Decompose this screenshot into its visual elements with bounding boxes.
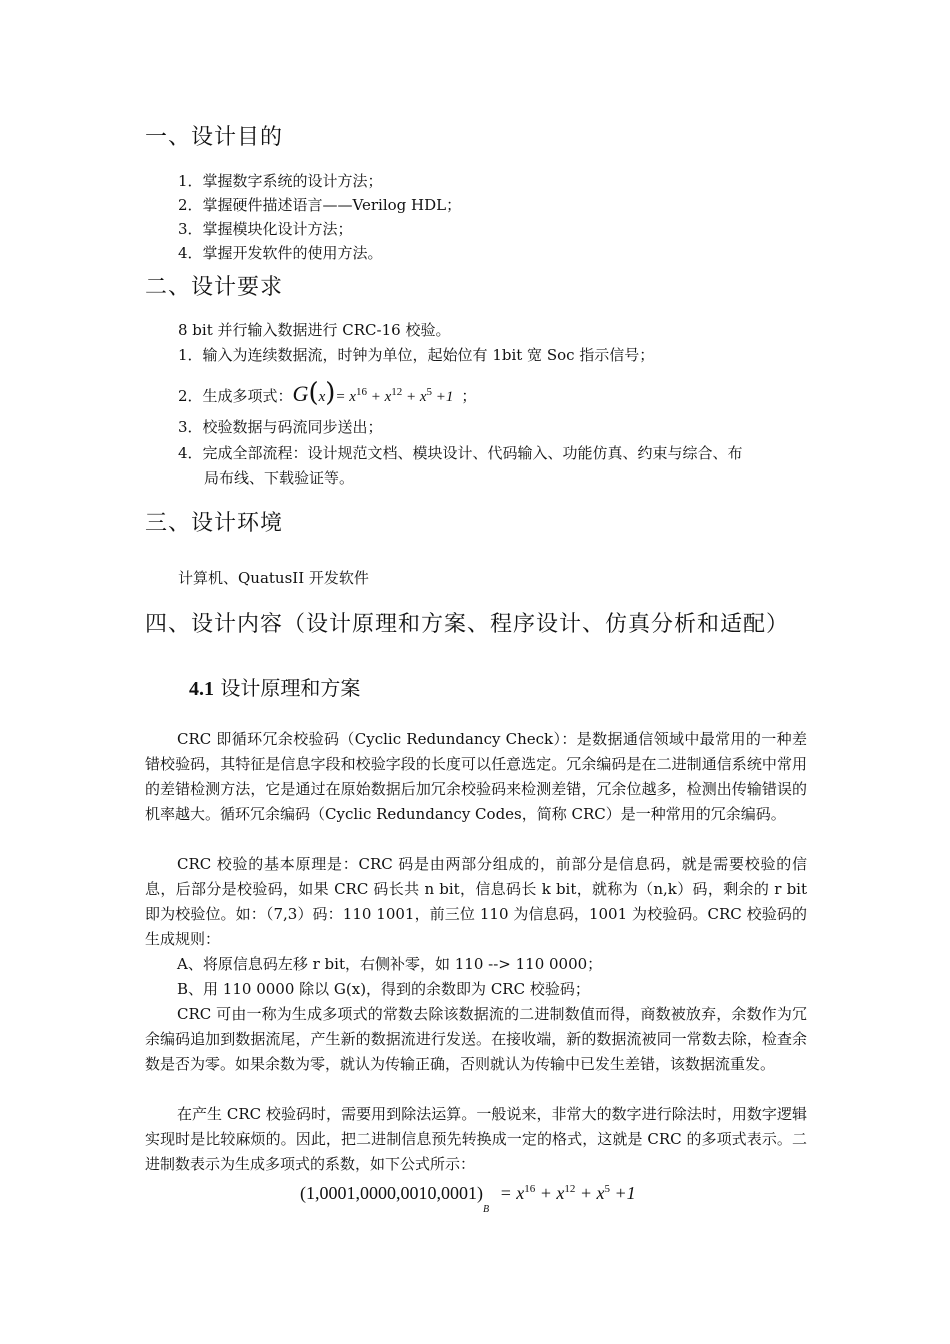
crc-formula: [300, 1183, 636, 1215]
list-item: 1．掌握数字系统的设计方法；: [178, 172, 383, 190]
section-4-heading: 四、设计内容（设计原理和方案、程序设计、仿真分析和适配）: [145, 612, 790, 637]
polynomial-end: ；: [461, 387, 477, 405]
list-item: 2．掌握硬件描述语言——Verilog HDL；: [178, 196, 462, 214]
list-item: 3．掌握模块化设计方法；: [178, 220, 353, 238]
formula-subscript: B: [483, 1203, 490, 1215]
formula-rhs: = $x^{16} + x^{12} + x^5 +1$: [499, 1183, 636, 1203]
paragraph: CRC 可由一称为生成多项式的常数去除该数据流的二进制数值而得，商数被放弃，余数作为冗余编码追加到数据流尾，产生新的数据流进行发送。在接收端，新的数据流被同一常数去除，检查余数是否为零。如果余数为零，就认为传输正确，否则就认为传输中已发生差错，该数据流重发。: [145, 1005, 807, 1073]
section-2-heading: 二、设计要求: [145, 275, 284, 300]
list-item-continued: 局布线、下载验证等。: [204, 469, 355, 487]
polynomial-x: x: [318, 389, 326, 405]
polynomial-label: 2．生成多项式：: [178, 387, 293, 405]
subsection-number: 4.1: [189, 678, 214, 700]
paragraph: B、用 110 0000 除以 G(x)，得到的余数即为 CRC 校验码；: [177, 980, 590, 998]
paragraph: A、将原信息码左移 r bit，右侧补零，如 110 --> 110 0000；: [177, 955, 603, 973]
paragraph: CRC 即循环冗余校验码（Cyclic Redundancy Check）：是数据通信领域中最常用的一种差错校验码，其特征是信息字段和校验字段的长度可以任意选定。冗余编码是在二进制通信系统中常用的差错检测方法，它是通过在原始数据后加冗余校验码来检测差错，冗余位越多，检测出传输错误的机率越大。循环冗余编码（Cyclic Redundancy Codes，简称 CRC）是一种常用的冗余编码。: [145, 730, 807, 823]
paragraph: 在产生 CRC 校验码时，需要用到除法运算。一般说来，非常大的数字进行除法时，用数字逻辑实现时是比较麻烦的。因此，把二进制信息预先转换成一定的格式，这就是 CRC 的多项式表示。二进制数表示为生成多项式的系数，如下公式所示：: [145, 1105, 807, 1173]
subsection-title: 设计原理和方案: [220, 676, 361, 700]
list-item: 3．校验数据与码流同步送出；: [178, 418, 383, 436]
section-3-heading: 三、设计环境: [145, 511, 284, 536]
paragraph: CRC 校验的基本原理是：CRC 码是由两部分组成的，前部分是信息码，就是需要校验的信息，后部分是校验码，如果 CRC 码长共 n bit，信息码长 k bit，就称为（n,k）码，剩余的 r bit 即为校验位。如：（7,3）码：110 1001，前三位 110 为信息码，1001 为校验码。CRC 校验码的生成规则：: [145, 855, 807, 948]
paren-close: ): [325, 378, 336, 408]
list-item: 1．输入为连续数据流，时钟为单位，起始位有 1bit 宽 Soc 指示信号；: [178, 346, 655, 364]
paren-open: (: [308, 378, 319, 408]
requirement-intro: 8 bit 并行输入数据进行 CRC-16 校验。: [178, 321, 451, 339]
formula-lhs: (1,0001,0000,0010,0001): [300, 1183, 483, 1203]
subsection-heading: [189, 672, 360, 701]
section-1-heading: 一、设计目的: [145, 125, 284, 150]
list-item: 4．完成全部流程：设计规范文档、模块设计、代码输入、功能仿真、约束与综合、布: [178, 444, 743, 462]
environment-text: 计算机、QuatusII 开发软件: [178, 569, 369, 587]
polynomial-line: [178, 378, 476, 408]
polynomial-rhs: = $x^{16} + x^{12} + x^5 +1$: [335, 386, 454, 405]
polynomial-g: G: [292, 381, 309, 406]
list-item: 4．掌握开发软件的使用方法。: [178, 244, 383, 262]
